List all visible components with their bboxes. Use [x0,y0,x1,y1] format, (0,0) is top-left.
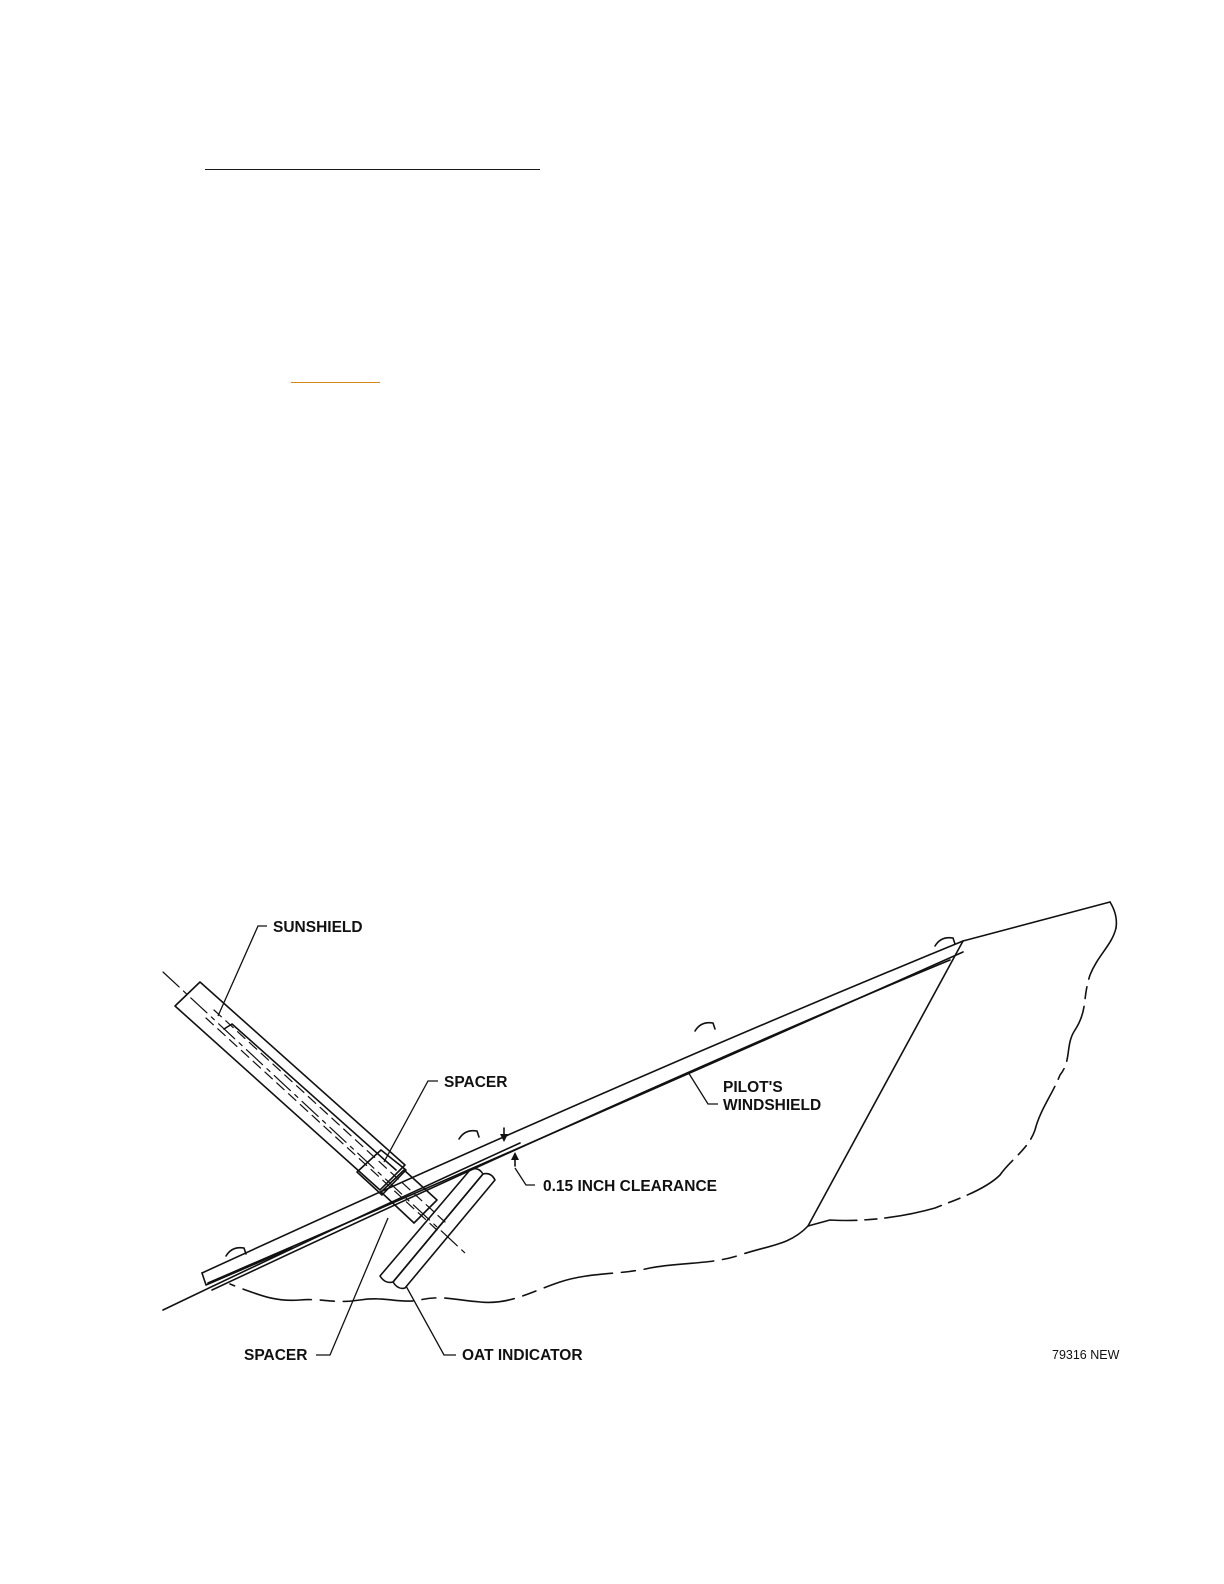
sunshield-hidden-line [214,1010,445,1222]
spacer-top-label: SPACER [444,1074,508,1091]
oat-indicator-leader [406,1286,456,1355]
sunshield-leader [218,926,267,1016]
spacer-top-leader [384,1081,438,1162]
windshield-glass-edge [212,960,950,1290]
sunshield-centerline [163,972,465,1253]
figure-number: 79316 NEW [1052,1348,1120,1362]
clearance-label: 0.15 INCH CLEARANCE [543,1178,717,1195]
rivet [695,1023,715,1031]
breakaway-edge-right [808,928,1116,1226]
clearance-leader [515,1168,535,1185]
spacer-bottom-label: SPACER [244,1347,308,1364]
windshield-leader [688,1072,718,1104]
spacer-bottom-leader [316,1218,388,1355]
rivet [459,1131,479,1139]
pilots-windshield-label-2: WINDSHIELD [723,1097,822,1114]
sunshield-hidden-line [206,1018,437,1230]
windshield-top-end [1110,902,1116,928]
oat-indicator-label: OAT INDICATOR [462,1347,583,1364]
pilots-windshield-line [163,1143,520,1310]
clearance-arrowhead [511,1152,519,1160]
oat-indicator-bar [393,1174,495,1289]
sunshield-label: SUNSHIELD [273,919,363,936]
windshield-post [808,941,963,1226]
pilots-windshield-label-1: PILOT'S [723,1079,783,1096]
sunshield-inner-line [224,1024,396,1170]
